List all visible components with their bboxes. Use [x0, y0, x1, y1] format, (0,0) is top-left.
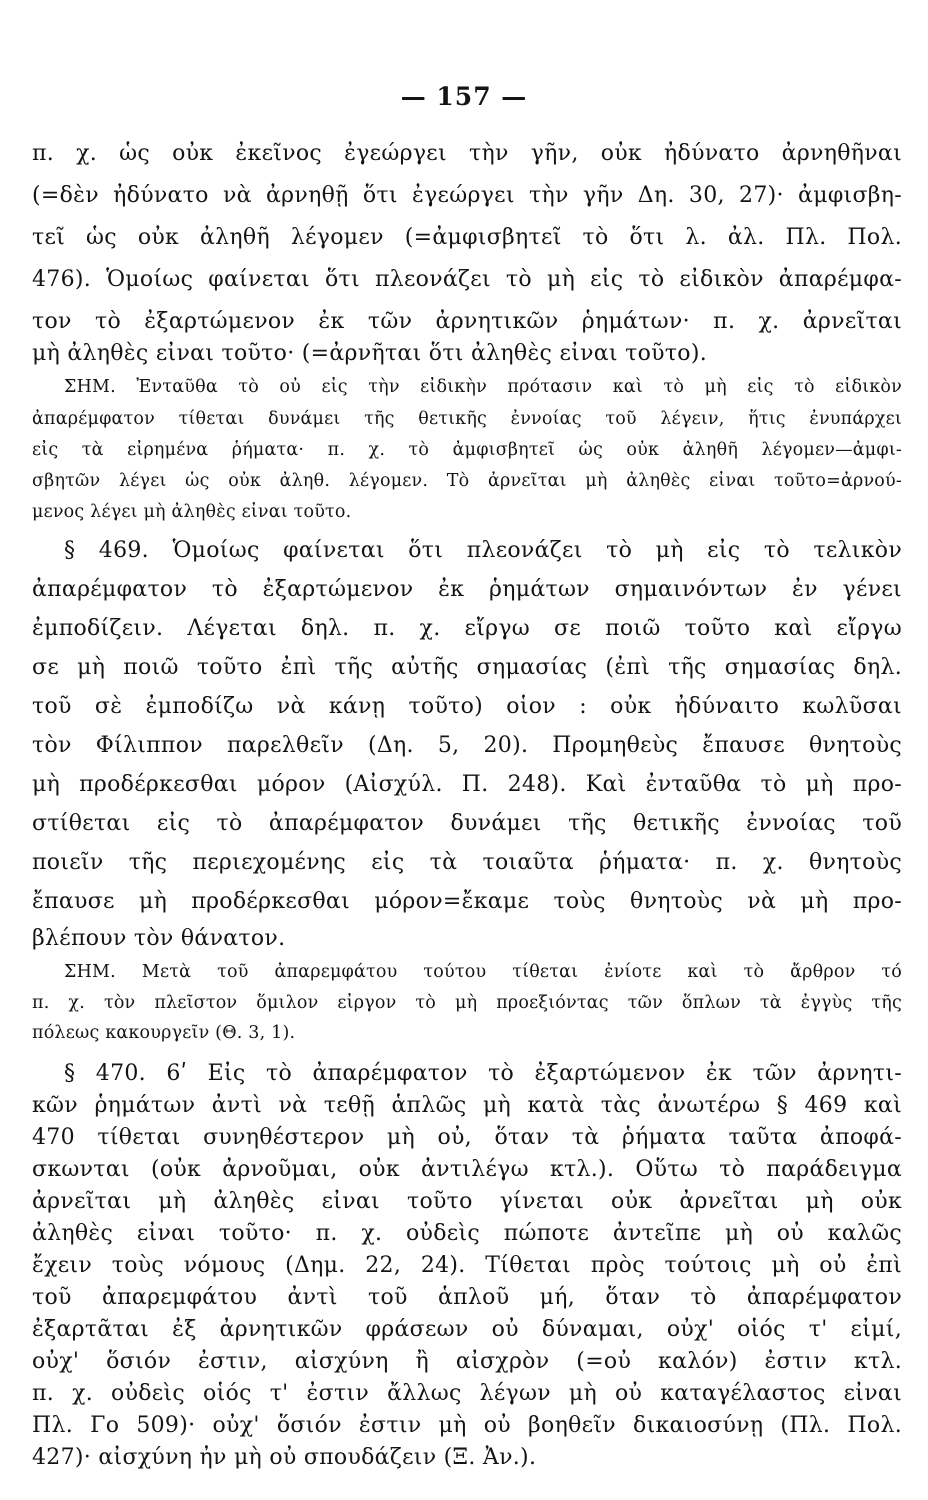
- text-line: ἐμποδίζειν. Λέγεται δηλ. π. χ. εἴργω σε ποιῶ τοῦτο καὶ εἴργω: [32, 616, 902, 641]
- text-line: π. χ. ὡς οὐκ ἐκεῖνος ἐγεώργει τὴν γῆν, οὐκ ἠδύνατο ἀρνηθῆναι: [32, 141, 902, 166]
- text-line: 476). Ὁμοίως φαίνεται ὅτι πλεονάζει τὸ μὴ εἰς τὸ εἰδικὸν ἀπαρέμφα-: [32, 267, 902, 292]
- text-line: 427)· αἰσχύνη ἦν μὴ οὐ σπουδάζειν (Ξ. Ἀν.).: [32, 1445, 537, 1470]
- text-line: (=δὲν ἠδύνατο νὰ ἀρνηθῇ ὅτι ἐγεώργει τὴν γῆν Δη. 30, 27)· ἀμφισβη-: [32, 183, 902, 208]
- text-line: σκωνται (οὐκ ἀρνοῦμαι, οὐκ ἀντιλέγω κτλ.). Οὕτω τὸ παράδειγμα: [32, 1157, 902, 1182]
- note-line: εἰς τὰ εἰρημένα ῥήματα· π. χ. τὸ ἀμφισβητεῖ ὡς οὐκ ἀληθῆ λέγομεν—ἀμφι-: [32, 440, 902, 460]
- note-line: ΣΗΜ. Ἐνταῦθα τὸ οὐ εἰς τὴν εἰδικὴν πρότασιν καὶ τὸ μὴ εἰς τὸ εἰδικὸν: [64, 377, 902, 397]
- text-line: τὸν Φίλιππον παρελθεῖν (Δη. 5, 20). Προμηθεὺς ἔπαυσε θνητοὺς: [32, 733, 902, 758]
- page-number: — 157 —: [400, 82, 528, 111]
- text-line: ποιεῖν τῆς περιεχομένης εἰς τὰ τοιαῦτα ῥήματα· π. χ. θνητοὺς: [32, 850, 902, 875]
- note-line: σβητῶν λέγει ὡς οὐκ ἀληθ. λέγομεν. Τὸ ἀρνεῖται μὴ ἀληθὲς εἶναι τοῦτο=ἀρνού-: [32, 471, 902, 491]
- text-line: μὴ ἀληθὲς εἶναι τοῦτο· (=ἀρνῆται ὅτι ἀληθὲς εἶναι τοῦτο).: [32, 341, 708, 366]
- note-line: ΣΗΜ. Μετὰ τοῦ ἀπαρεμφάτου τούτου τίθεται ἐνίοτε καὶ τὸ ἄρθρον τό: [64, 962, 902, 982]
- note-line: ἀπαρέμφατον τίθεται δυνάμει τῆς θετικῆς ἐννοίας τοῦ λέγειν, ἥτις ἐνυπάρχει: [32, 409, 902, 429]
- text-line: ἀπαρέμφατον τὸ ἐξαρτώμενον ἐκ ῥημάτων σημαινόντων ἐν γένει: [32, 577, 902, 602]
- text-line: τοῦ σὲ ἐμποδίζω νὰ κάνῃ τοῦτο) οἷον : οὐκ ἠδύναιτο κωλῦσαι: [32, 694, 902, 719]
- text-line: ἐξαρτᾶται ἐξ ἀρνητικῶν φράσεων οὐ δύναμαι, οὐχ' οἷός τ' εἰμί,: [32, 1317, 902, 1342]
- text-line: Πλ. Γο 509)· οὐχ' ὅσιόν ἐστιν μὴ οὐ βοηθεῖν δικαιοσύνῃ (Πλ. Πολ.: [32, 1413, 902, 1438]
- text-line: βλέπουν τὸν θάνατον.: [32, 926, 286, 951]
- note-line: πόλεως κακουργεῖν (Θ. 3, 1).: [32, 1023, 296, 1043]
- text-line: κῶν ῥημάτων ἀντὶ νὰ τεθῇ ἁπλῶς μὴ κατὰ τὰς ἀνωτέρω § 469 καὶ: [32, 1093, 902, 1118]
- text-line: τοῦ ἀπαρεμφάτου ἀντὶ τοῦ ἁπλοῦ μή, ὅταν τὸ ἀπαρέμφατον: [32, 1285, 902, 1310]
- text-line: ἔπαυσε μὴ προδέρκεσθαι μόρον=ἔκαμε τοὺς θνητοὺς νὰ μὴ προ-: [32, 889, 902, 914]
- text-line: ἀληθὲς εἶναι τοῦτο· π. χ. οὐδεὶς πώποτε ἀντεῖπε μὴ οὐ καλῶς: [32, 1221, 902, 1246]
- text-line: 470 τίθεται συνηθέστερον μὴ οὐ, ὅταν τὰ ῥήματα ταῦτα ἀποφά-: [32, 1125, 902, 1150]
- note-line: π. χ. τὸν πλεῖστον ὅμιλον εἶργον τὸ μὴ προεξιόντας τῶν ὅπλων τὰ ἐγγὺς τῆς: [32, 993, 902, 1013]
- text-line: σε μὴ ποιῶ τοῦτο ἐπὶ τῆς αὐτῆς σημασίας (ἐπὶ τῆς σημασίας δηλ.: [32, 655, 902, 680]
- text-line: τεῖ ὡς οὐκ ἀληθῆ λέγομεν (=ἀμφισβητεῖ τὸ ὅτι λ. ἀλ. Πλ. Πολ.: [32, 225, 902, 250]
- text-line: ἀρνεῖται μὴ ἀληθὲς εἶναι τοῦτο γίνεται οὐκ ἀρνεῖται μὴ οὐκ: [32, 1189, 902, 1214]
- text-line: οὐχ' ὅσιόν ἐστιν, αἰσχύνη ἢ αἰσχρὸν (=οὐ καλόν) ἐστιν κτλ.: [32, 1349, 902, 1374]
- text-line: ἔχειν τοὺς νόμους (Δημ. 22, 24). Τίθεται πρὸς τούτοις μὴ οὐ ἐπὶ: [32, 1253, 902, 1278]
- text-line: π. χ. οὐδεὶς οἷός τ' ἐστιν ἄλλως λέγων μὴ οὐ καταγέλαστος εἶναι: [32, 1381, 902, 1406]
- note-line: μενος λέγει μὴ ἀληθὲς εἶναι τοῦτο.: [32, 502, 352, 522]
- section-470-heading-line: § 470. 6ʹ Εἰς τὸ ἀπαρέμφατον τὸ ἐξαρτώμενον ἐκ τῶν ἀρνητι-: [64, 1061, 902, 1086]
- text-line: τον τὸ ἐξαρτώμενον ἐκ τῶν ἀρνητικῶν ῥημάτων· π. χ. ἀρνεῖται: [32, 309, 902, 334]
- text-line: μὴ προδέρκεσθαι μόρον (Αἰσχύλ. Π. 248). Καὶ ἐνταῦθα τὸ μὴ προ-: [32, 772, 902, 797]
- text-line: στίθεται εἰς τὸ ἀπαρέμφατον δυνάμει τῆς θετικῆς ἐννοίας τοῦ: [32, 811, 902, 836]
- section-469-heading-line: § 469. Ὁμοίως φαίνεται ὅτι πλεονάζει τὸ μὴ εἰς τὸ τελικὸν: [64, 538, 902, 563]
